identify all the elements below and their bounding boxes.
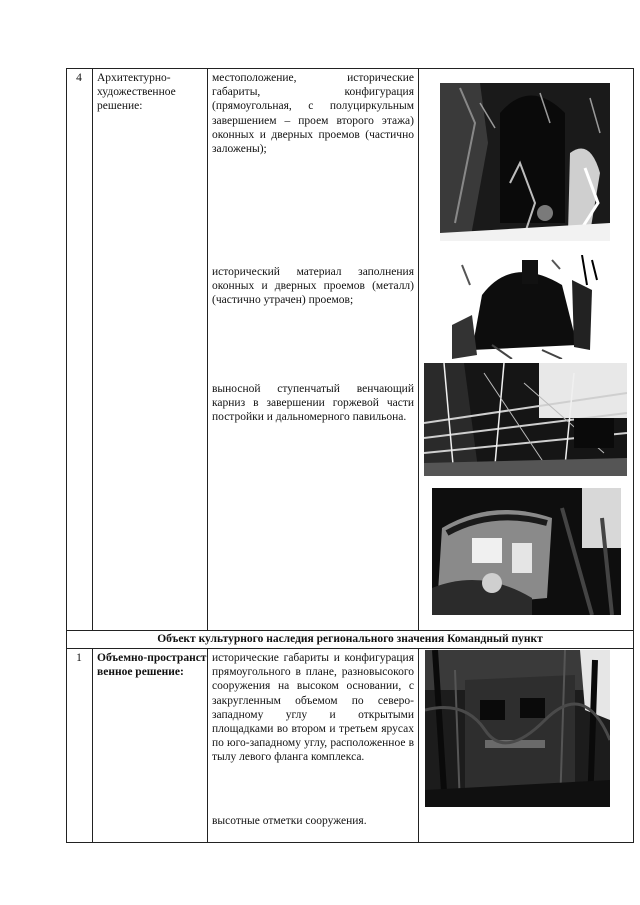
table-right-border — [633, 68, 634, 843]
table-top-border — [66, 68, 634, 69]
row-1-item-2: высотные отметки сооружения. — [212, 815, 367, 827]
col-divider-3b — [418, 648, 419, 843]
col-divider-1 — [92, 68, 93, 631]
table-left-border — [66, 68, 67, 843]
row-4-item-3: выносной ступенчатый венчающий карниз в завершении горжевой части постройки и дальномерного павильона. — [212, 383, 414, 424]
section-header: Объект культурного наследия регионального значения Командный пункт — [157, 633, 543, 645]
col-divider-2 — [207, 68, 208, 631]
row-4-item-2: исторический материал заполнения оконных и дверных проемов (металл) (частично утрачен) проемов; — [212, 266, 414, 307]
row-1-name: Объемно-пространственное решение: — [97, 652, 207, 679]
row-1-number: 1 — [76, 652, 82, 664]
row-1-item-1: исторические габариты и конфигурация прямоугольного в плане, разновысокого сооружения на высоком основании, с закругленным объемом по северо-западному углу и открытыми площадками во втором и третьем ярусах по юго-западному углу, расположенное в тылу левого фланга комплекса. — [212, 652, 414, 764]
col-divider-2b — [207, 648, 208, 843]
row-4-item-1: местоположение, исторические габариты, конфигурация (прямоугольная, с полуциркульным завершением – проем второго этажа) оконных и дверных проемов (частично заложены); — [212, 72, 414, 156]
section-header-bottom-border — [66, 648, 634, 649]
table-bottom-border — [66, 842, 634, 843]
photo-rangefinder-pavilion — [432, 488, 621, 615]
section-header-top-border — [66, 630, 634, 631]
col-divider-3 — [418, 68, 419, 631]
photo-window-metal — [452, 255, 604, 359]
col-divider-1b — [92, 648, 93, 843]
row-4-name: Архитектурно-художественное решение: — [97, 72, 176, 113]
photo-arched-opening — [440, 83, 610, 241]
photo-cornice — [424, 363, 627, 476]
photo-command-post — [425, 650, 610, 807]
row-4-number: 4 — [76, 72, 82, 84]
